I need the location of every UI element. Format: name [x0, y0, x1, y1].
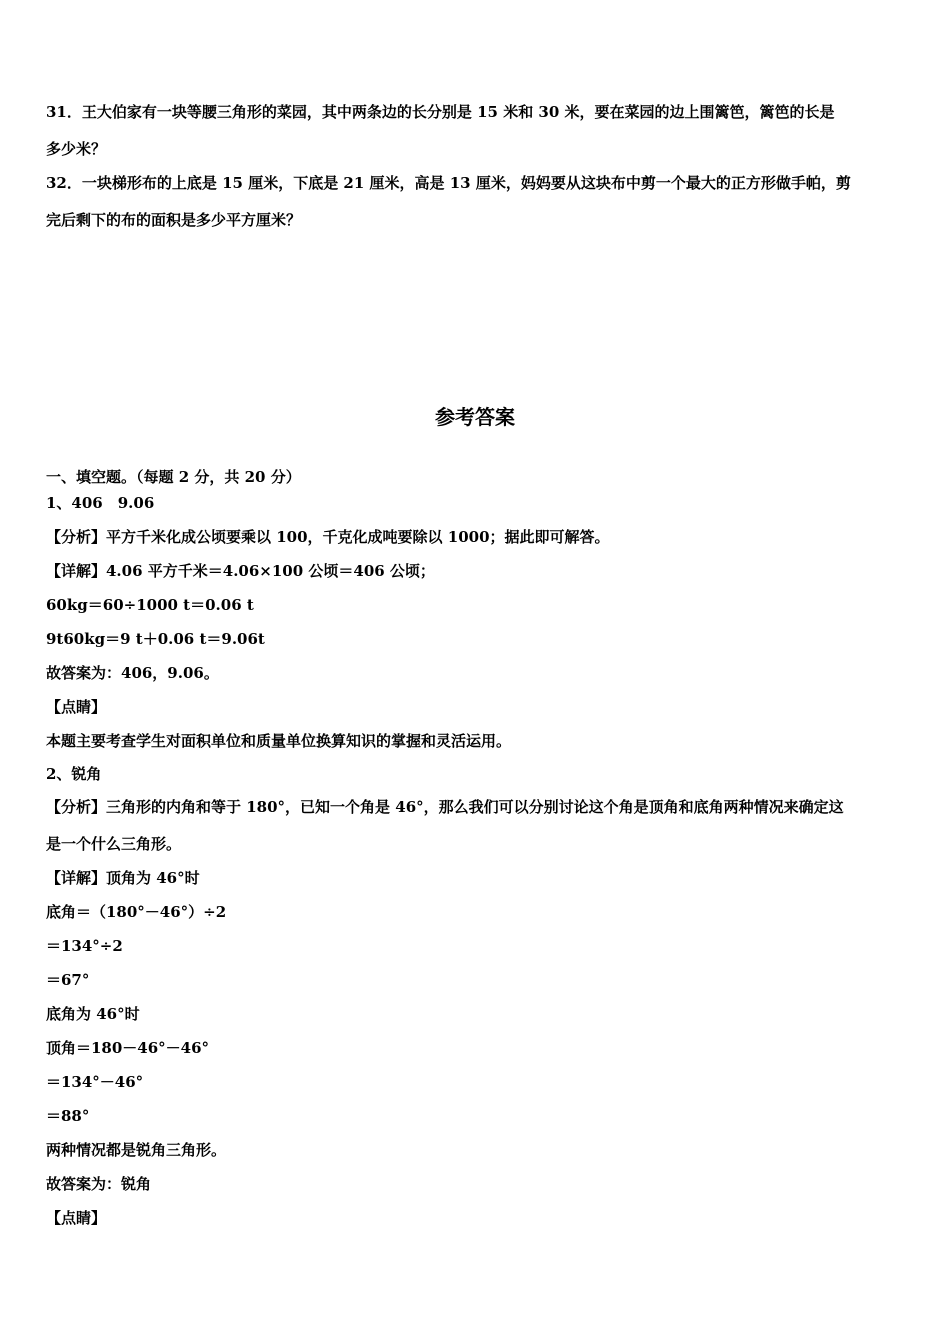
answer-2: 2、锐角 — [46, 765, 102, 783]
answer-2-step-1: 底角＝（180°－46°）÷2 — [46, 903, 227, 921]
answer-1-comment: 本题主要考查学生对面积单位和质量单位换算知识的掌握和灵活运用。 — [46, 732, 512, 750]
answer-1-step-1: 60kg＝60÷1000 t＝0.06 t — [46, 596, 254, 614]
question-31-line-1: 31．王大伯家有一块等腰三角形的菜园，其中两条边的长分别是 15 米和 30 米，要在菜园的边上围篱笆，篱笆的长是 — [46, 103, 835, 121]
answer-2-comment-label: 【点睛】 — [46, 1209, 107, 1227]
answer-1: 1、406 9.06 — [46, 494, 155, 512]
answer-2-summary: 两种情况都是锐角三角形。 — [46, 1141, 227, 1159]
answer-2-step-2: ＝134°÷2 — [46, 937, 123, 955]
answer-1-analysis: 【分析】平方千米化成公顷要乘以 100，千克化成吨要除以 1000；据此即可解答。 — [46, 528, 610, 546]
answer-2-conclusion: 故答案为：锐角 — [46, 1175, 152, 1193]
answer-1-conclusion: 故答案为：406，9.06。 — [46, 664, 219, 682]
answer-2-step-5: ＝134°－46° — [46, 1073, 144, 1091]
question-32-line-1: 32．一块梯形布的上底是 15 厘米，下底是 21 厘米，高是 13 厘米，妈妈要从这块布中剪一个最大的正方形做手帕，剪 — [46, 174, 851, 192]
section-1-heading: 一、填空题。（每题 2 分，共 20 分） — [46, 468, 301, 486]
answer-2-step-3: ＝67° — [46, 971, 90, 989]
answer-key-title: 参考答案 — [435, 405, 515, 429]
answer-2-step-6: ＝88° — [46, 1107, 90, 1125]
answer-2-analysis-line-1: 【分析】三角形的内角和等于 180°，已知一个角是 46°，那么我们可以分别讨论这个角是顶角和底角两种情况来确定这 — [46, 798, 844, 816]
answer-2-analysis-line-2: 是一个什么三角形。 — [46, 835, 182, 853]
answer-2-case-2: 底角为 46°时 — [46, 1005, 140, 1023]
question-31-line-2: 多少米？ — [46, 140, 107, 158]
answer-2-step-4: 顶角＝180－46°－46° — [46, 1039, 210, 1057]
answer-2-detail: 【详解】顶角为 46°时 — [46, 869, 200, 887]
question-32-line-2: 完后剩下的布的面积是多少平方厘米？ — [46, 211, 302, 229]
answer-1-detail: 【详解】4.06 平方千米＝4.06×100 公顷＝406 公顷； — [46, 562, 435, 580]
answer-1-step-2: 9t60kg＝9 t＋0.06 t＝9.06t — [46, 630, 265, 648]
answer-1-comment-label: 【点睛】 — [46, 698, 107, 716]
